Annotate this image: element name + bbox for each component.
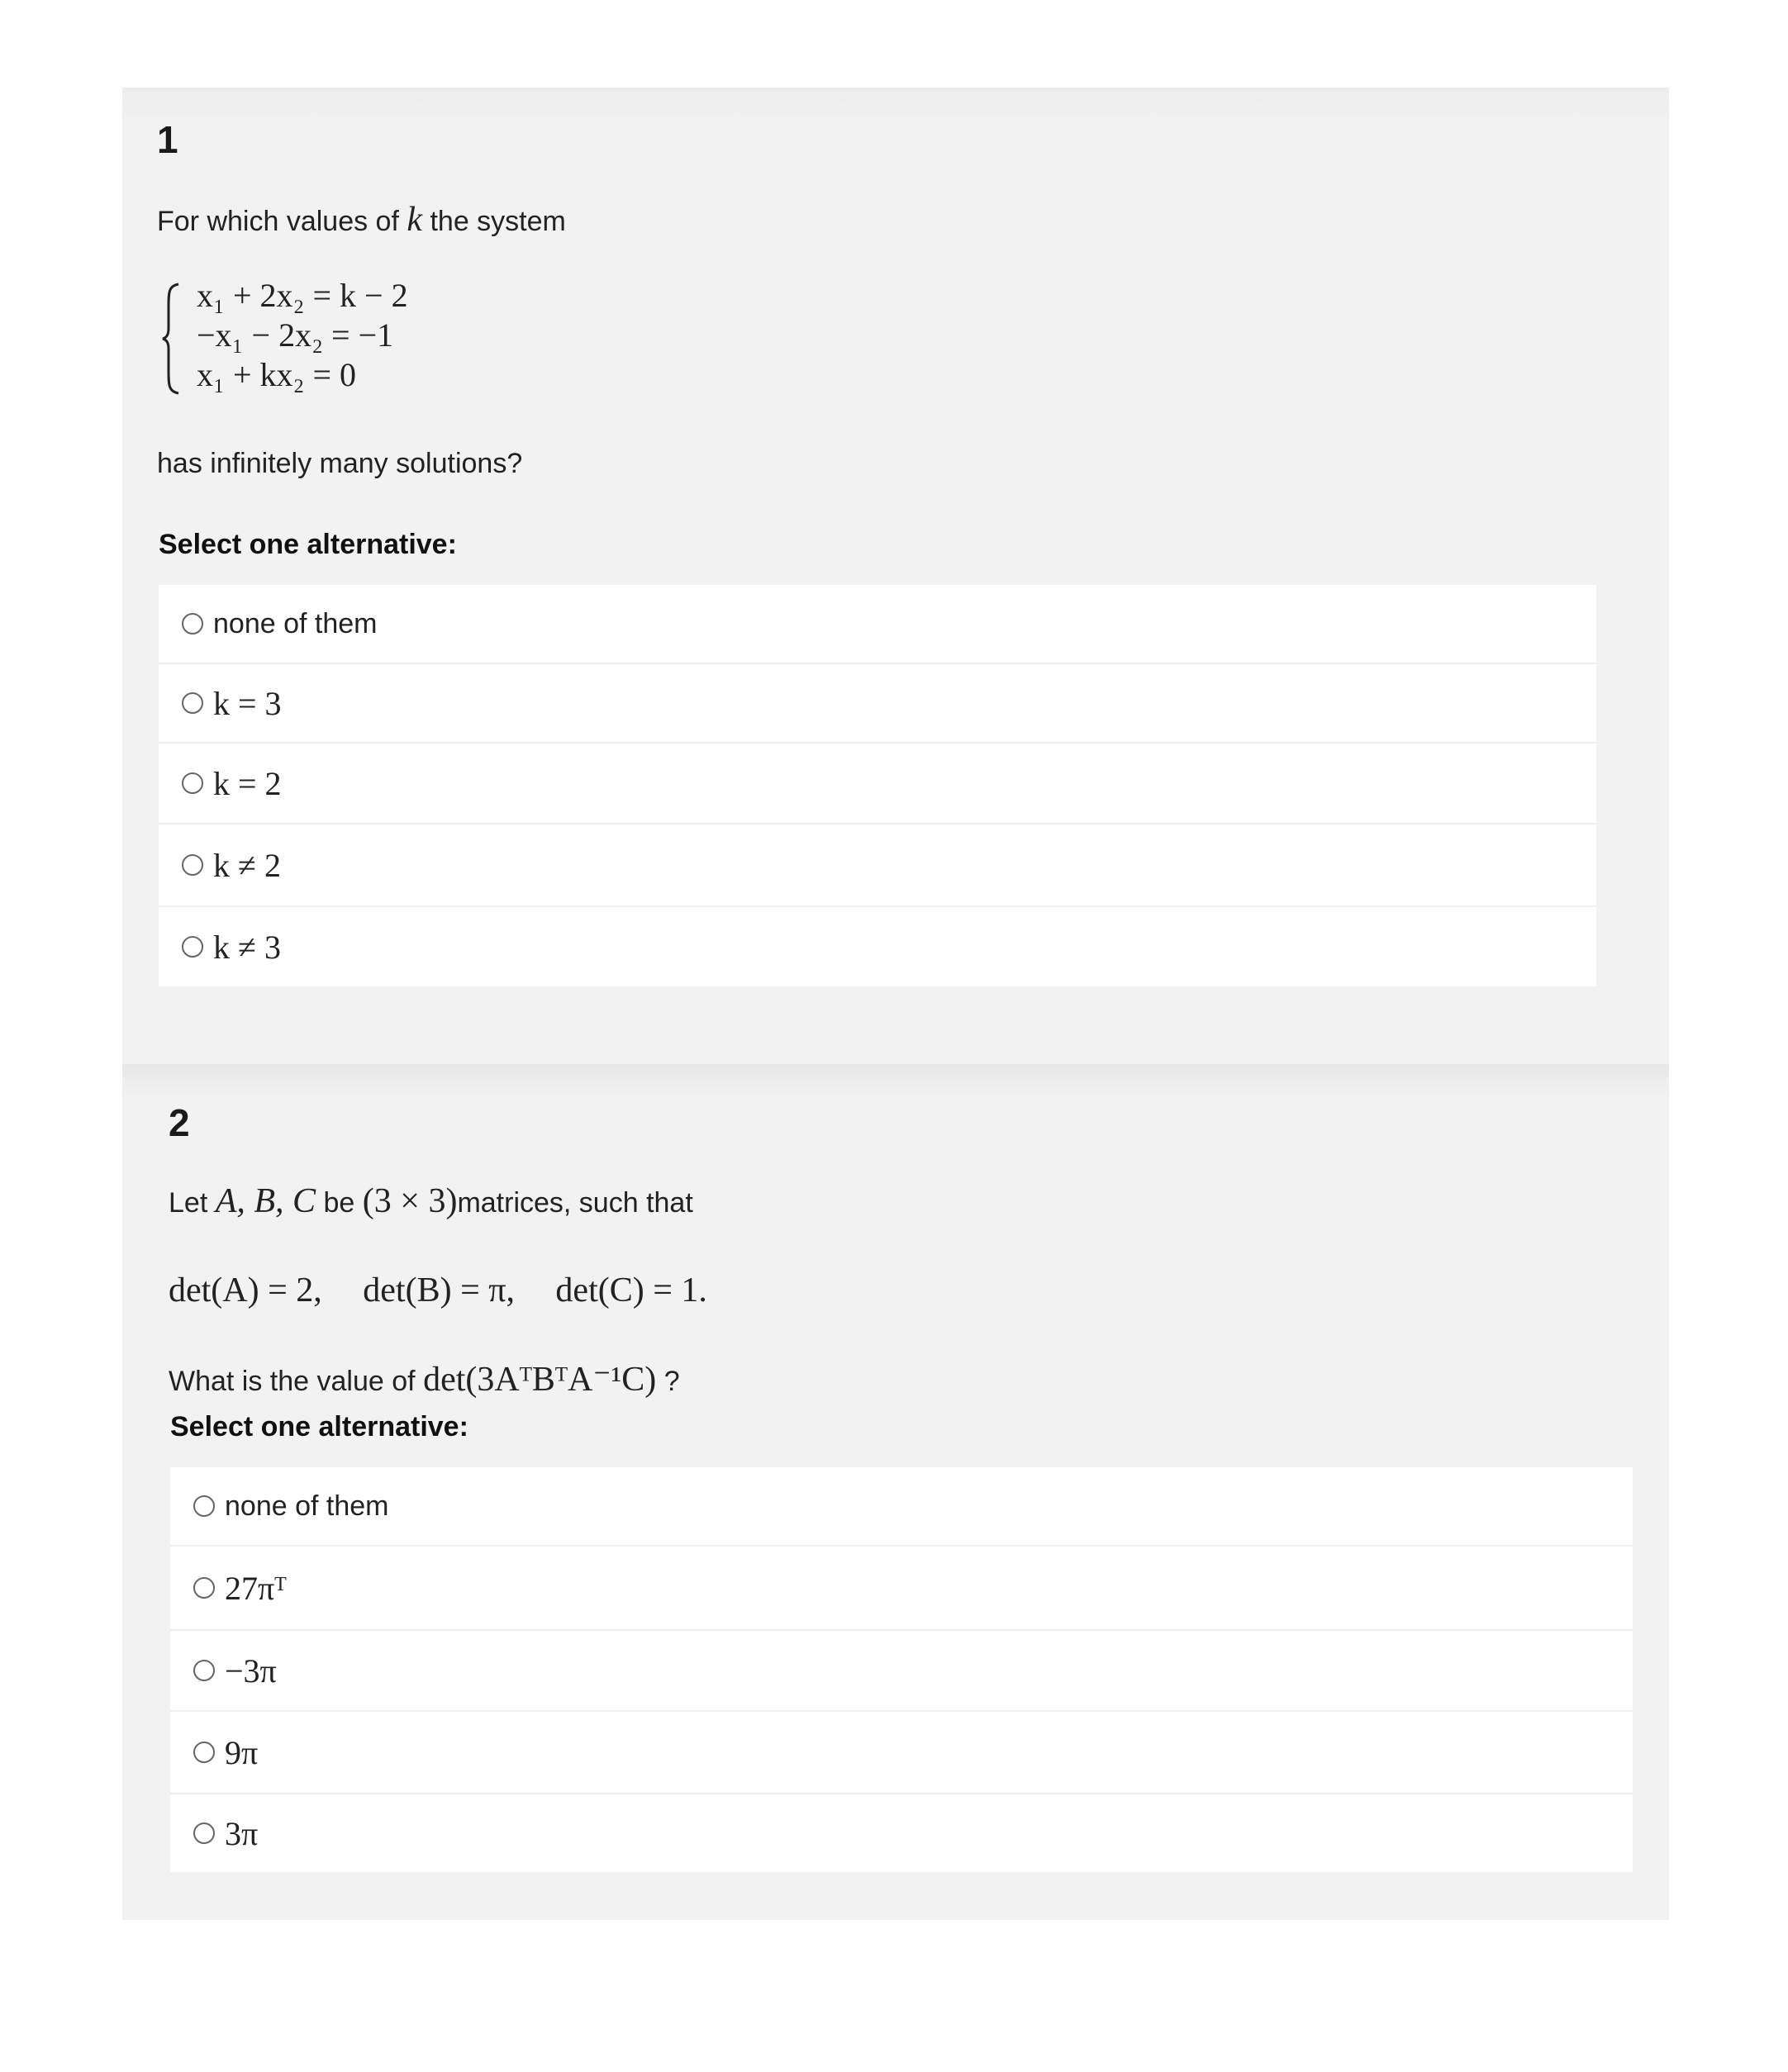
radio-button[interactable] <box>193 1495 215 1517</box>
question-prefix: What is the value of <box>169 1366 416 1397</box>
question-text-prefix: For which values of <box>157 206 399 237</box>
question-1-panel <box>122 88 1669 1064</box>
intro-mid: be <box>323 1187 355 1219</box>
option-none-of-them[interactable] <box>170 1467 1633 1547</box>
option-label: 27πᵀ <box>225 1569 287 1607</box>
radio-button[interactable] <box>182 772 203 794</box>
question-expression: det(3AᵀBᵀA⁻¹C) <box>423 1361 657 1399</box>
option-none-of-them[interactable] <box>159 585 1596 664</box>
system-line-2: −x₁ − 2x₂ = −1 <box>197 316 394 354</box>
question-intro <box>169 1181 693 1221</box>
question-suffix: ? <box>663 1366 680 1397</box>
option-label: k = 3 <box>213 684 282 722</box>
option-label: −3π <box>225 1651 277 1689</box>
radio-button[interactable] <box>182 692 203 714</box>
radio-button[interactable] <box>182 613 203 634</box>
system-line-1: x₁ + 2x₂ = k − 2 <box>197 277 408 314</box>
intro-dimensions: (3 × 3) <box>362 1182 458 1220</box>
radio-button[interactable] <box>182 936 203 958</box>
option-9-pi[interactable] <box>170 1712 1633 1794</box>
options-list <box>170 1467 1633 1872</box>
intro-variables: A, B, C <box>215 1182 316 1220</box>
option-label: none of them <box>225 1490 389 1522</box>
radio-button[interactable] <box>193 1823 215 1844</box>
determinant-values <box>169 1271 707 1310</box>
question-text <box>157 200 566 240</box>
system-lines <box>197 276 408 395</box>
option-k-equals-2[interactable] <box>159 744 1596 825</box>
left-brace-icon <box>162 283 180 395</box>
det-a: det(A) = 2, <box>169 1271 322 1309</box>
select-label: Select one alternative: <box>170 1411 468 1442</box>
question-text <box>169 1358 680 1400</box>
intro-suffix: matrices, such that <box>457 1187 693 1219</box>
option-k-equals-3[interactable] <box>159 664 1596 744</box>
option-label: 3π <box>225 1814 259 1852</box>
option-label: 9π <box>225 1733 259 1771</box>
question-text-after: has infinitely many solutions? <box>157 448 523 479</box>
question-variable: k <box>407 201 423 239</box>
option-label: k ≠ 3 <box>213 928 281 966</box>
options-list <box>159 585 1596 986</box>
radio-button[interactable] <box>193 1742 215 1763</box>
radio-button[interactable] <box>193 1577 215 1599</box>
question-2-panel <box>122 1064 1669 1920</box>
option-label: k = 2 <box>213 764 282 802</box>
question-number: 1 <box>157 118 178 161</box>
option-27-pi-t[interactable] <box>170 1547 1633 1631</box>
option-3-pi[interactable] <box>170 1794 1633 1872</box>
option-k-not-3[interactable] <box>159 907 1596 986</box>
option-minus-3-pi[interactable] <box>170 1631 1633 1712</box>
radio-button[interactable] <box>182 854 203 876</box>
intro-prefix: Let <box>169 1187 208 1219</box>
select-label: Select one alternative: <box>159 529 457 560</box>
question-text-suffix: the system <box>430 206 566 237</box>
system-line-3: x₁ + kx₂ = 0 <box>197 356 357 393</box>
det-c: det(C) = 1. <box>555 1271 707 1309</box>
det-b: det(B) = π, <box>363 1271 515 1309</box>
question-number: 2 <box>169 1101 190 1144</box>
option-k-not-2[interactable] <box>159 825 1596 907</box>
radio-button[interactable] <box>193 1660 215 1681</box>
option-label: none of them <box>213 607 378 639</box>
option-label: k ≠ 2 <box>213 846 281 884</box>
